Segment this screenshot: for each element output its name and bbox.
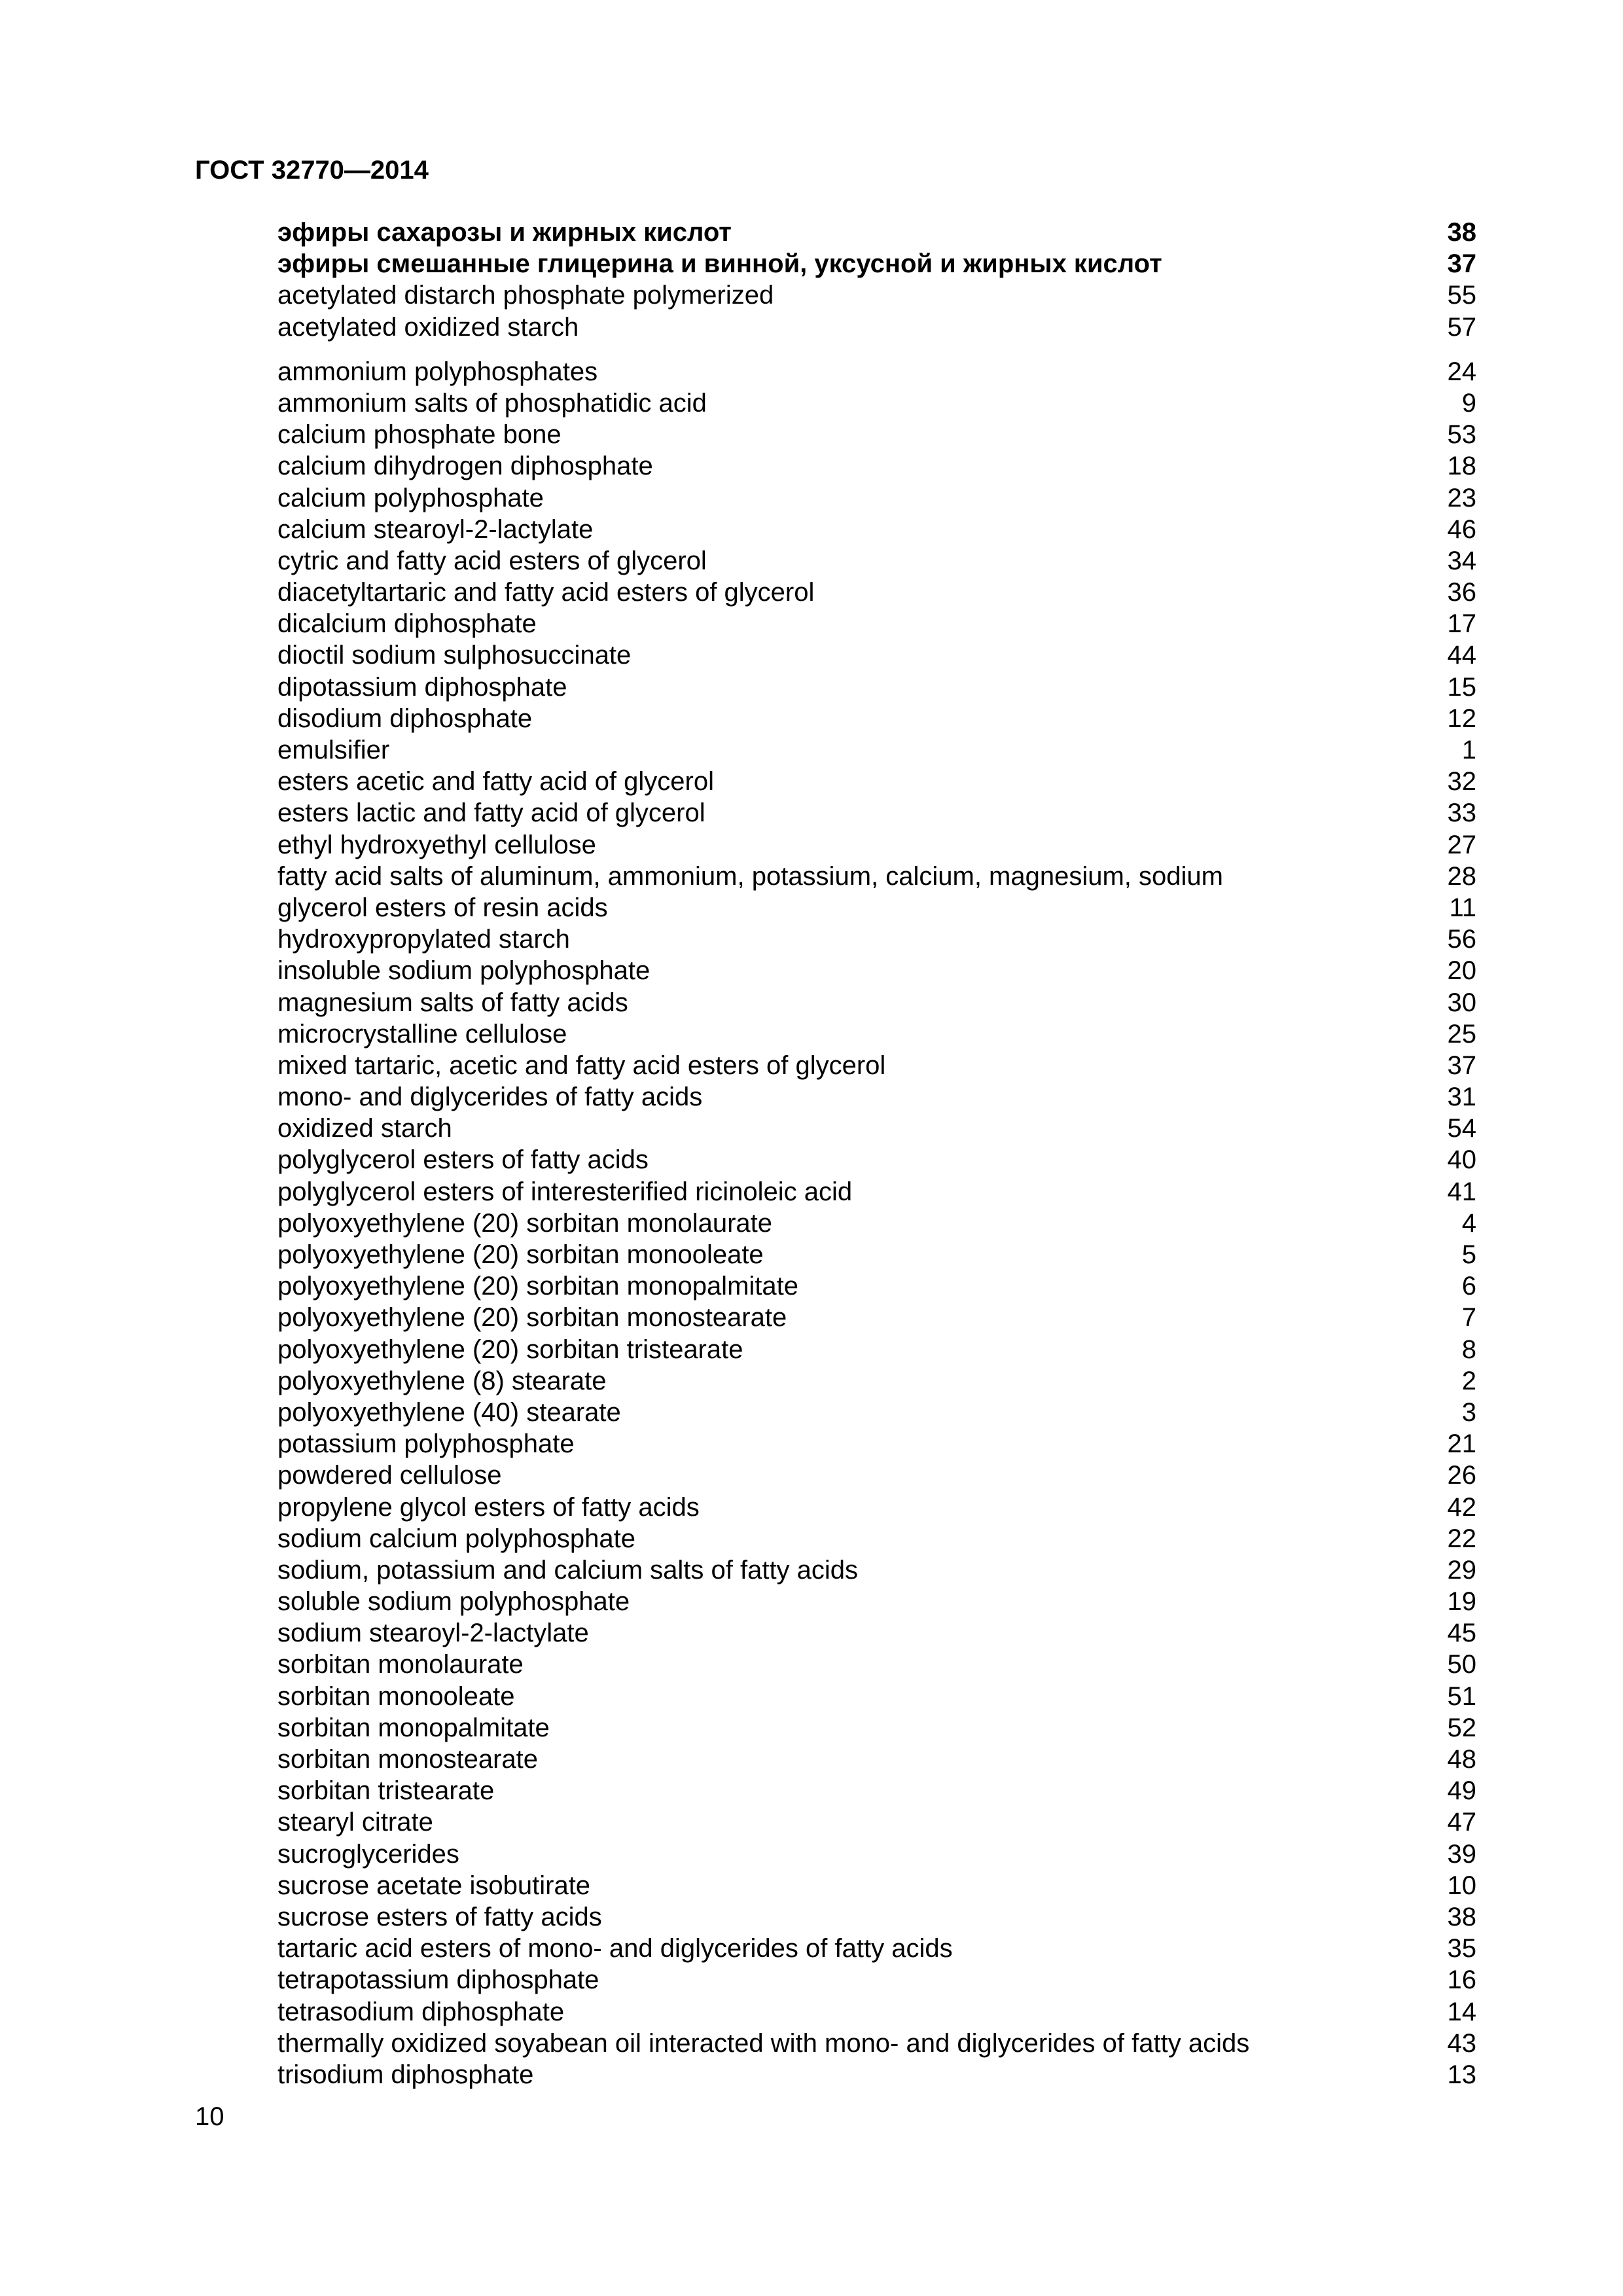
index-entry-term: thermally oxidized soyabean oil interacted with mono- and diglycerides of fatty acids xyxy=(277,2028,1250,2058)
index-entry xyxy=(277,1460,1476,1491)
index-entry-page: 33 xyxy=(1447,798,1476,828)
index-entry-term: fatty acid salts of aluminum, ammonium, potassium, calcium, magnesium, sodium xyxy=(277,861,1223,891)
index-entry-term: polyglycerol esters of interesterified ricinoleic acid xyxy=(277,1177,853,1206)
index-entry xyxy=(277,1586,1476,1617)
index-entry xyxy=(277,1649,1476,1680)
index-entry-term: sucrose esters of fatty acids xyxy=(277,1902,602,1931)
index-entry-term: polyglycerol esters of fatty acids xyxy=(277,1145,649,1175)
index-entry xyxy=(277,577,1476,608)
index-entry-page: 1 xyxy=(1461,736,1476,764)
index-entry-term: mono- and diglycerides of fatty acids xyxy=(277,1083,703,1112)
index-entry-page: 8 xyxy=(1461,1335,1476,1364)
index-entry-page: 2 xyxy=(1461,1366,1476,1395)
index-entry-term: calcium polyphosphate xyxy=(277,483,544,512)
index-entry xyxy=(277,1996,1476,2028)
index-entry xyxy=(277,545,1476,577)
index-entry-term: insoluble sodium polyphosphate xyxy=(277,956,651,986)
index-entry-term: tetrasodium diphosphate xyxy=(277,1997,565,2026)
index-entry-page: 7 xyxy=(1461,1303,1476,1333)
index-entry xyxy=(277,1081,1476,1113)
index-entry-page: 30 xyxy=(1447,988,1476,1017)
index-entry xyxy=(277,2059,1476,2090)
index-entry-term: tetrapotassium diphosphate xyxy=(277,1965,599,1995)
index-entry xyxy=(277,987,1476,1018)
index-entry-term: calcium stearoyl-2-lactylate xyxy=(277,514,594,544)
index-entry-term: sodium calcium polyphosphate xyxy=(277,1524,635,1553)
index-entry-term: ethyl hydroxyethyl cellulose xyxy=(277,830,596,859)
index-entry-term: propylene glycol esters of fatty acids xyxy=(277,1492,700,1522)
index-entry xyxy=(277,1239,1476,1270)
index-entry-page: 13 xyxy=(1447,2060,1476,2089)
index-entry-page: 11 xyxy=(1449,893,1476,922)
index-entry-term: hydroxypropylated starch xyxy=(277,925,570,954)
index-entry-term: magnesium salts of fatty acids xyxy=(277,988,628,1017)
index-entry xyxy=(277,217,1476,248)
index-entry-term: ammonium salts of phosphatidic acid xyxy=(277,388,707,418)
index-entry-page: 29 xyxy=(1447,1555,1476,1585)
index-list xyxy=(277,217,1476,2090)
index-entry-page: 17 xyxy=(1447,609,1476,639)
index-entry xyxy=(277,1775,1476,1806)
index-entry xyxy=(277,2028,1476,2059)
index-entry xyxy=(277,1964,1476,1996)
index-entry xyxy=(277,797,1476,829)
index-entry-term: mixed tartaric, acetic and fatty acid esters of glycerol xyxy=(277,1050,886,1080)
index-entry-page: 38 xyxy=(1447,1902,1476,1931)
index-entry-page: 9 xyxy=(1461,388,1476,418)
index-entry-term: calcium dihydrogen diphosphate xyxy=(277,452,653,481)
index-entry xyxy=(277,1397,1476,1428)
index-entry-term: trisodium diphosphate xyxy=(277,2060,534,2089)
index-entry-term: esters lactic and fatty acid of glycerol xyxy=(277,798,705,828)
index-entry-page: 53 xyxy=(1447,420,1476,450)
index-entry xyxy=(277,312,1476,343)
index-entry-term: esters acetic and fatty acid of glycerol xyxy=(277,767,714,797)
index-entry xyxy=(277,1933,1476,1964)
index-entry-term: stearyl citrate xyxy=(277,1808,433,1837)
index-entry-term: powdered cellulose xyxy=(277,1461,502,1490)
document-header: ГОСТ 32770—2014 xyxy=(195,156,429,185)
index-entry-term: эфиры смешанные глицерина и винной, уксусной и жирных кислот xyxy=(277,249,1162,279)
index-entry xyxy=(277,1334,1476,1365)
index-entry xyxy=(277,734,1476,766)
index-entry xyxy=(277,703,1476,734)
index-entry-page: 34 xyxy=(1447,546,1476,575)
index-entry-page: 6 xyxy=(1461,1272,1476,1301)
index-entry-term: sucroglycerides xyxy=(277,1839,459,1869)
index-entry xyxy=(277,639,1476,671)
index-entry-page: 40 xyxy=(1447,1145,1476,1175)
index-entry-page: 44 xyxy=(1447,641,1476,670)
index-entry-term: diacetyltartaric and fatty acid esters of glycerol xyxy=(277,578,815,607)
index-entry xyxy=(277,356,1476,387)
index-entry-page: 25 xyxy=(1447,1019,1476,1049)
index-entry xyxy=(277,1523,1476,1554)
index-entry-page: 15 xyxy=(1447,672,1476,702)
index-entry-page: 54 xyxy=(1447,1114,1476,1143)
index-entry-page: 56 xyxy=(1447,925,1476,954)
index-entry-page: 26 xyxy=(1447,1461,1476,1490)
index-entry xyxy=(277,1113,1476,1144)
index-entry-term: sorbitan monopalmitate xyxy=(277,1713,550,1742)
index-entry-page: 55 xyxy=(1447,281,1476,310)
index-entry-term: microcrystalline cellulose xyxy=(277,1019,567,1049)
index-entry-page: 42 xyxy=(1447,1492,1476,1522)
index-entry-page: 47 xyxy=(1447,1808,1476,1837)
index-entry-page: 14 xyxy=(1447,1997,1476,2026)
index-entry xyxy=(277,1617,1476,1649)
index-entry xyxy=(277,450,1476,482)
index-entry-page: 10 xyxy=(1447,1871,1476,1900)
index-entry-term: polyoxyethylene (20) sorbitan monooleate xyxy=(277,1240,764,1269)
index-entry-term: dioctil sodium sulphosuccinate xyxy=(277,641,632,670)
index-entry-term: sorbitan monolaurate xyxy=(277,1650,524,1679)
index-entry xyxy=(277,1365,1476,1397)
index-entry-page: 22 xyxy=(1447,1524,1476,1553)
index-entry xyxy=(277,1270,1476,1302)
index-entry xyxy=(277,1870,1476,1901)
index-entry xyxy=(277,829,1476,861)
index-entry-term: oxidized starch xyxy=(277,1114,452,1143)
index-entry xyxy=(277,1744,1476,1775)
index-entry xyxy=(277,1050,1476,1081)
index-entry-page: 23 xyxy=(1447,483,1476,512)
index-entry-term: acetylated distarch phosphate polymerized xyxy=(277,281,774,310)
index-entry-page: 19 xyxy=(1447,1587,1476,1617)
index-entry xyxy=(277,1302,1476,1333)
index-entry xyxy=(277,1492,1476,1523)
index-entry-page: 16 xyxy=(1447,1965,1476,1995)
index-entry xyxy=(277,1554,1476,1586)
index-entry-term: sorbitan monostearate xyxy=(277,1745,539,1774)
index-entry xyxy=(277,924,1476,955)
index-entry-term: sucrose acetate isobutirate xyxy=(277,1871,591,1900)
index-entry-page: 24 xyxy=(1447,357,1476,386)
index-entry-term: sorbitan tristearate xyxy=(277,1776,495,1806)
index-entry-page: 35 xyxy=(1447,1934,1476,1964)
page-number: 10 xyxy=(195,2102,224,2131)
index-entry xyxy=(277,955,1476,986)
index-entry xyxy=(277,387,1476,419)
index-entry xyxy=(277,1901,1476,1933)
index-entry-page: 36 xyxy=(1447,578,1476,607)
index-entry-term: emulsifier xyxy=(277,736,390,764)
index-entry-page: 46 xyxy=(1447,514,1476,544)
index-entry-term: polyoxyethylene (40) stearate xyxy=(277,1397,621,1427)
index-entry-term: disodium diphosphate xyxy=(277,704,533,733)
index-entry-page: 27 xyxy=(1447,830,1476,859)
index-entry-page: 45 xyxy=(1447,1619,1476,1648)
index-entry-page: 18 xyxy=(1447,452,1476,481)
index-entry-term: soluble sodium polyphosphate xyxy=(277,1587,630,1617)
index-entry-term: tartaric acid esters of mono- and diglycerides of fatty acids xyxy=(277,1934,953,1964)
index-entry-page: 37 xyxy=(1447,249,1476,279)
index-entry-page: 48 xyxy=(1447,1745,1476,1774)
index-entry xyxy=(277,1428,1476,1460)
index-entry xyxy=(277,279,1476,311)
index-entry-term: dipotassium diphosphate xyxy=(277,672,567,702)
index-entry-page: 21 xyxy=(1447,1429,1476,1459)
index-entry-term: polyoxyethylene (20) sorbitan monopalmitate xyxy=(277,1272,798,1301)
index-entry-term: acetylated oxidized starch xyxy=(277,312,579,342)
index-entry-page: 50 xyxy=(1447,1650,1476,1679)
index-entry-page: 12 xyxy=(1447,704,1476,733)
index-entry-page: 4 xyxy=(1461,1208,1476,1238)
index-entry-term: sodium, potassium and calcium salts of fatty acids xyxy=(277,1555,859,1585)
index-entry xyxy=(277,672,1476,703)
index-entry-page: 28 xyxy=(1447,861,1476,891)
index-entry xyxy=(277,766,1476,797)
index-entry-term: dicalcium diphosphate xyxy=(277,609,537,639)
index-entry-term: polyoxyethylene (20) sorbitan monolaurate xyxy=(277,1208,772,1238)
index-entry-page: 52 xyxy=(1447,1713,1476,1742)
index-entry-page: 3 xyxy=(1461,1397,1476,1427)
index-entry xyxy=(277,514,1476,545)
index-entry xyxy=(277,1712,1476,1744)
index-entry-page: 32 xyxy=(1447,767,1476,797)
index-entry-page: 38 xyxy=(1447,218,1476,247)
index-entry xyxy=(277,1839,1476,1870)
index-entry-page: 51 xyxy=(1447,1681,1476,1711)
index-entry xyxy=(277,1018,1476,1050)
index-entry-term: polyoxyethylene (8) stearate xyxy=(277,1366,607,1395)
index-entry xyxy=(277,861,1476,892)
index-entry xyxy=(277,419,1476,450)
index-entry xyxy=(277,1144,1476,1175)
index-entry-page: 37 xyxy=(1447,1050,1476,1080)
index-entry-term: glycerol esters of resin acids xyxy=(277,893,608,922)
index-entry-term: sodium stearoyl-2-lactylate xyxy=(277,1619,589,1648)
index-entry xyxy=(277,608,1476,639)
index-entry-term: polyoxyethylene (20) sorbitan monostearate xyxy=(277,1303,787,1333)
index-entry-page: 49 xyxy=(1447,1776,1476,1806)
index-entry xyxy=(277,1208,1476,1239)
index-entry xyxy=(277,1806,1476,1838)
index-entry-page: 43 xyxy=(1447,2028,1476,2058)
index-entry-term: potassium polyphosphate xyxy=(277,1429,575,1459)
index-entry xyxy=(277,1681,1476,1712)
index-entry-page: 41 xyxy=(1447,1177,1476,1206)
index-entry-term: cytric and fatty acid esters of glycerol xyxy=(277,546,707,575)
index-entry-page: 31 xyxy=(1447,1083,1476,1112)
index-entry-term: calcium phosphate bone xyxy=(277,420,562,450)
index-entry xyxy=(277,482,1476,514)
index-entry xyxy=(277,892,1476,924)
index-entry-term: эфиры сахарозы и жирных кислот xyxy=(277,218,732,247)
index-entry xyxy=(277,1176,1476,1208)
index-entry-term: sorbitan monooleate xyxy=(277,1681,515,1711)
index-entry-term: polyoxyethylene (20) sorbitan tristearate xyxy=(277,1335,743,1364)
index-entry-page: 57 xyxy=(1447,312,1476,342)
index-entry-term: ammonium polyphosphates xyxy=(277,357,598,386)
index-entry-page: 39 xyxy=(1447,1839,1476,1869)
index-entry-page: 5 xyxy=(1461,1240,1476,1269)
index-entry-page: 20 xyxy=(1447,956,1476,986)
index-entry xyxy=(277,248,1476,279)
